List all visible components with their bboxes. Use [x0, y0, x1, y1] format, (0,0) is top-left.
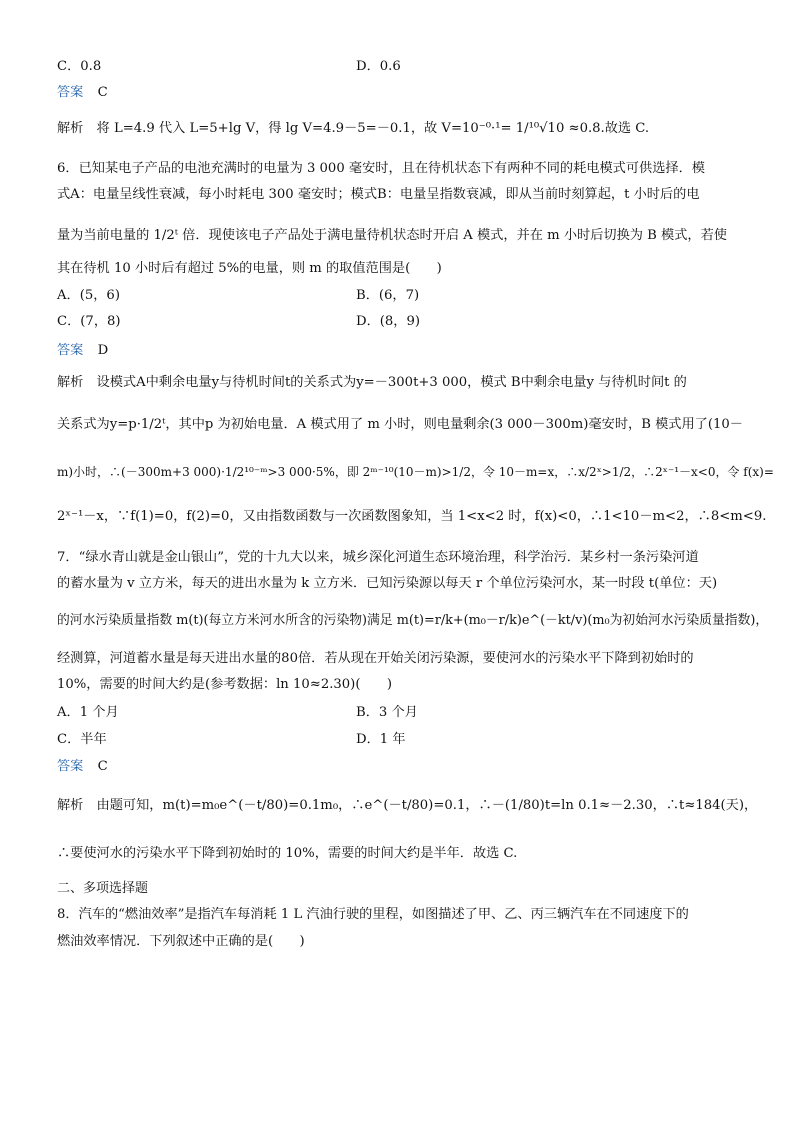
answer-value: D [97, 343, 109, 358]
q7-stem-line-3: 的河水污染质量指数 m(t)(每立方米河水所含的污染物)满足 m(t)=r/k+(m₀－r/k)e^(－kt/v)(m₀为初始河水污染质量指数)， [57, 613, 769, 628]
q7-analysis-line-2: ∴要使河水的污染水平下降到初始时的 10%，需要的时间大约是半年．故选 C. [57, 846, 518, 861]
answer-label: 答案 [57, 343, 84, 358]
q7-answer [57, 758, 108, 776]
q7-stem-line-4: 经测算，河道蓄水量是每天进出水量的80倍．若从现在开始关闭污染源，要使河水的污染水平下降到初始时的 [57, 651, 694, 666]
q7-option-b[interactable]: B．3 个月 [356, 705, 418, 720]
q7-options-row-2 [57, 731, 406, 749]
q6-analysis-line-3: m)小时，∴(－300m+3 000)·1/2¹⁰⁻ᵐ>3 000·5%，即 2ᵐ⁻¹⁰(10－m)>1/2，令 10－m=x，∴x/2ˣ>1/2，∴2ˣ⁻¹－x<0，令 f(x)= [57, 465, 774, 479]
q5-answer [57, 84, 108, 102]
q6-analysis-line-1: 解析 设模式A中剩余电量y与待机时间t的关系式为y=－300t+3 000，模式 B中剩余电量y 与待机时间t 的 [57, 375, 687, 390]
answer-label: 答案 [57, 85, 84, 100]
q5-options-row [57, 58, 401, 76]
answer-value: C [97, 85, 108, 100]
q6-stem-line-4: 其在待机 10 小时后有超过 5%的电量，则 m 的取值范围是( ) [57, 261, 442, 276]
q7-stem-line-1: 7．“绿水青山就是金山银山”，党的十九大以来，城乡深化河道生态环境治理，科学治污．某乡村一条污染河道 [57, 550, 699, 565]
q5-option-d[interactable]: D．0.6 [356, 59, 401, 74]
q7-options-row-1 [57, 704, 418, 722]
q6-stem-line-2: 式A：电量呈线性衰减，每小时耗电 300 毫安时；模式B：电量呈指数衰减，即从当前时刻算起，t 小时后的电 [57, 187, 700, 202]
q6-option-a[interactable]: A．(5，6) [57, 288, 120, 303]
q6-option-b[interactable]: B．(6，7) [356, 288, 420, 303]
q7-stem-line-5: 10%，需要的时间大约是(参考数据：ln 10≈2.30)( ) [57, 677, 392, 692]
section-title: 二、多项选择题 [57, 881, 149, 896]
q7-stem-line-2: 的蓄水量为 v 立方米，每天的进出水量为 k 立方米．已知污染源以每天 r 个单位污染河水，某一时段 t(单位：天) [57, 576, 718, 591]
q6-stem-line-1: 6．已知某电子产品的电池充满时的电量为 3 000 毫安时，且在待机状态下有两种不同的耗电模式可供选择．模 [57, 161, 705, 176]
q6-options-row-2 [57, 313, 421, 331]
q5-option-c[interactable]: C．0.8 [57, 59, 102, 74]
q8-stem-line-1: 8．汽车的“燃油效率”是指汽车每消耗 1 L 汽油行驶的里程，如图描述了甲、乙、丙三辆汽车在不同速度下的 [57, 907, 689, 922]
answer-value: C [97, 759, 108, 774]
q5-analysis: 解析 将 L=4.9 代入 L=5+lg V，得 lg V=4.9－5=－0.1，故 V=10⁻⁰·¹= 1/¹⁰√10 ≈0.8.故选 C. [57, 121, 650, 136]
answer-label: 答案 [57, 759, 84, 774]
q6-analysis-line-4: 2ˣ⁻¹－x，∵f(1)=0，f(2)=0，又由指数函数与一次函数图象知，当 1<x<2 时，f(x)<0，∴1<10－m<2，∴8<m<9. [57, 509, 767, 524]
q7-option-c[interactable]: C．半年 [57, 732, 107, 747]
q6-answer [57, 342, 108, 360]
q7-option-a[interactable]: A．1 个月 [57, 705, 119, 720]
q6-option-c[interactable]: C．(7，8) [57, 314, 121, 329]
q8-stem-line-2: 燃油效率情况．下列叙述中正确的是( ) [57, 934, 305, 949]
q7-analysis-line-1: 解析 由题可知，m(t)=m₀e^(－t/80)=0.1m₀，∴e^(－t/80)=0.1，∴－(1/80)t=ln 0.1≈－2.30，∴t≈184(天)， [57, 798, 758, 813]
q6-stem-line-3: 量为当前电量的 1/2ᵗ 倍．现使该电子产品处于满电量待机状态时开启 A 模式，并在 m 小时后切换为 B 模式，若使 [57, 228, 727, 243]
q6-options-row-1 [57, 287, 420, 305]
q6-analysis-line-2: 关系式为y=p·1/2ᵗ，其中p 为初始电量．A 模式用了 m 小时，则电量剩余(3 000－300m)毫安时，B 模式用了(10－ [57, 417, 743, 432]
q7-option-d[interactable]: D．1 年 [356, 732, 406, 747]
q6-option-d[interactable]: D．(8，9) [356, 314, 421, 329]
